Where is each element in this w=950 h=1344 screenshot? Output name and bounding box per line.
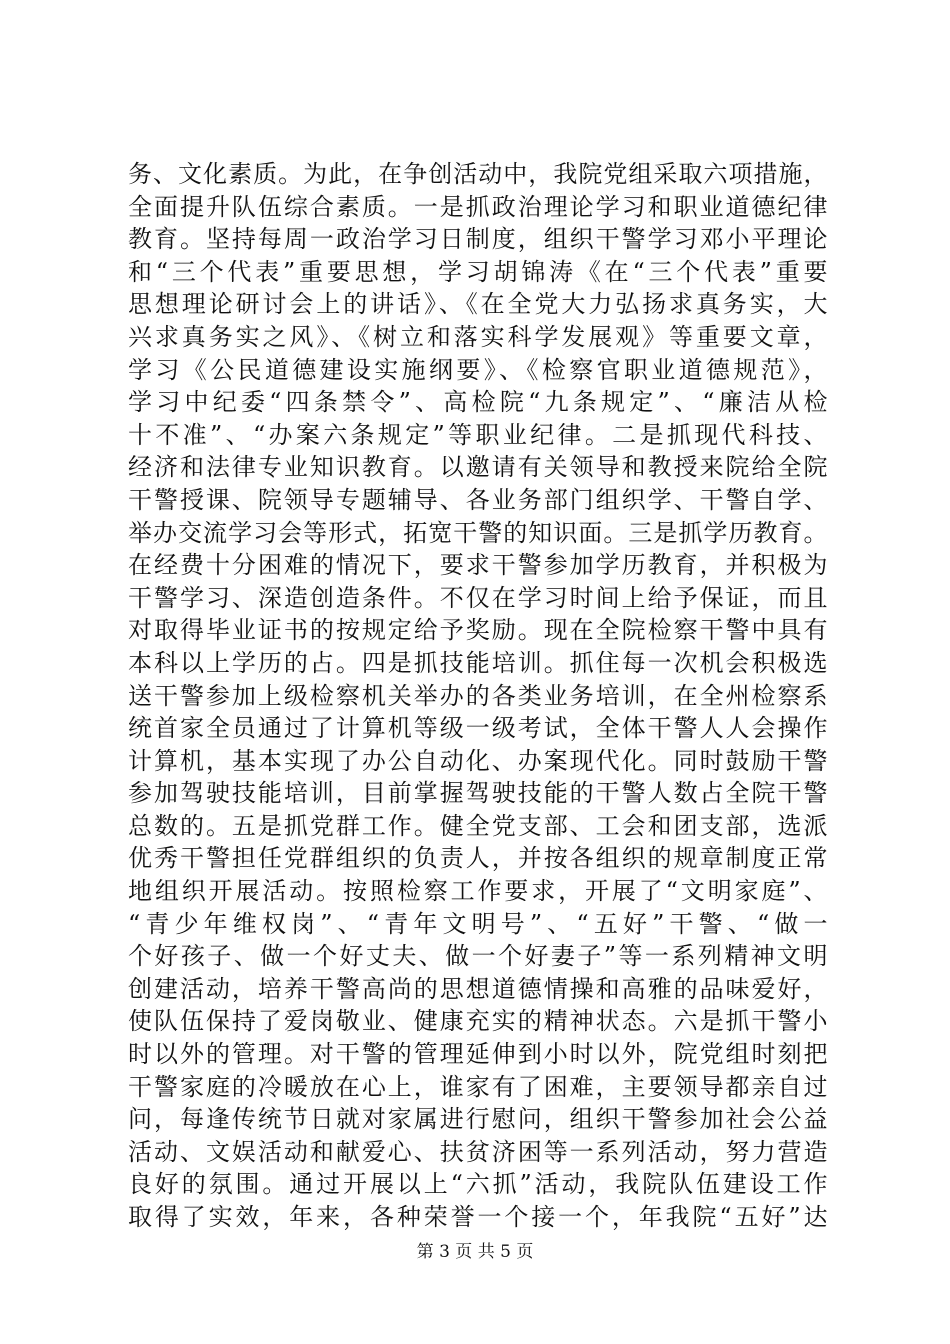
text-line: 创建活动，培养干警高尚的思想道德情操和高雅的品味爱好， [128, 974, 828, 1003]
text-line: 举办交流学习会等形式，拓宽干警的知识面。三是抓学历教育。 [128, 518, 828, 547]
text-line: 经济和法律专业知识教育。以邀请有关领导和教授来院给全院 [128, 453, 828, 482]
text-line: 个好孩子、做一个好丈夫、做一个好妻子”等一系列精神文明 [128, 942, 828, 971]
text-line: 总数的。五是抓党群工作。健全党支部、工会和团支部，选派 [128, 811, 828, 840]
text-line: 思想理论研讨会上的讲话》、《在全党大力弘扬求真务实，大 [128, 290, 828, 319]
text-line: 地组织开展活动。按照检察工作要求，开展了“文明家庭”、 [128, 877, 828, 906]
text-line: 活动、文娱活动和献爱心、扶贫济困等一系列活动，努力营造 [128, 1137, 828, 1166]
text-line: “青少年维权岗”、“青年文明号”、“五好”干警、“做一 [128, 909, 828, 938]
body-text [128, 158, 828, 1234]
text-line: 教育。坚持每周一政治学习日制度，组织干警学习邓小平理论 [128, 225, 828, 254]
text-line: 取得了实效，年来，各种荣誉一个接一个，年我院“五好”达 [128, 1203, 828, 1231]
text-line: 干警授课、院领导专题辅导、各业务部门组织学、干警自学、 [128, 485, 828, 514]
text-line: 学习中纪委“四条禁令”、高检院“九条规定”、“廉洁从检 [128, 388, 828, 417]
text-line: 良好的氛围。通过开展以上“六抓”活动，我院队伍建设工作 [128, 1170, 828, 1199]
text-line: 学习《公民道德建设实施纲要》、《检察官职业道德规范》， [128, 355, 828, 384]
text-line: 十不准”、“办案六条规定”等职业纪律。二是抓现代科技、 [128, 420, 828, 449]
text-line: 使队伍保持了爱岗敬业、健康充实的精神状态。六是抓干警小 [128, 1007, 828, 1036]
text-line: 本科以上学历的占。四是抓技能培训。抓住每一次机会积极选 [128, 648, 828, 677]
text-line: 参加驾驶技能培训，目前掌握驾驶技能的干警人数占全院干警 [128, 779, 828, 808]
text-line: 在经费十分困难的情况下，要求干警参加学历教育，并积极为 [128, 551, 828, 580]
text-line: 兴求真务实之风》、《树立和落实科学发展观》等重要文章， [128, 322, 828, 351]
text-line: 问，每逢传统节日就对家属进行慰问，组织干警参加社会公益 [128, 1105, 828, 1134]
text-line: 干警家庭的冷暖放在心上，谁家有了困难，主要领导都亲自过 [128, 1072, 828, 1101]
text-line: 优秀干警担任党群组织的负责人，并按各组织的规章制度正常 [128, 844, 828, 873]
text-line: 送干警参加上级检察机关举办的各类业务培训，在全州检察系 [128, 681, 828, 710]
text-line: 干警学习、深造创造条件。不仅在学习时间上给予保证，而且 [128, 583, 828, 612]
text-line: 务、文化素质。为此，在争创活动中，我院党组采取六项措施， [128, 160, 828, 188]
page-footer: 第 3 页 共 5 页 [416, 1242, 534, 1262]
text-line: 统首家全员通过了计算机等级一级考试，全体干警人人会操作 [128, 714, 828, 743]
text-line: 和“三个代表”重要思想，学习胡锦涛《在“三个代表”重要 [128, 257, 828, 286]
text-line: 对取得毕业证书的按规定给予奖励。现在全院检察干警中具有 [128, 616, 828, 645]
text-line: 计算机，基本实现了办公自动化、办案现代化。同时鼓励干警 [128, 746, 828, 775]
text-line: 时以外的管理。对干警的管理延伸到小时以外，院党组时刻把 [128, 1040, 828, 1069]
text-line: 全面提升队伍综合素质。一是抓政治理论学习和职业道德纪律 [128, 192, 828, 221]
